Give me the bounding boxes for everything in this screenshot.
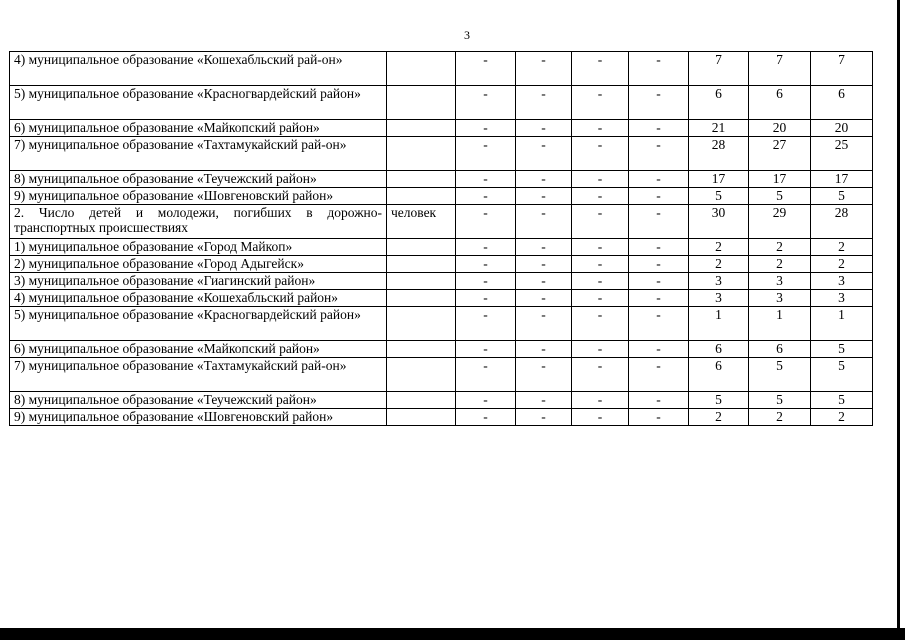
table-row [10,341,873,358]
value-cell: 21 [689,120,749,137]
unit-cell [387,307,456,341]
indicator-name-cell: 2. Число детей и молодежи, погибших в дорожно-транспортных происшествиях [10,205,387,239]
value-cell: - [456,137,516,171]
value-cell: 20 [811,120,873,137]
table-row [10,307,873,341]
value-cell: - [516,307,572,341]
value-cell: - [516,239,572,256]
value-cell: - [516,137,572,171]
table-row [10,358,873,392]
indicators-table [9,51,873,426]
value-cell: 3 [689,273,749,290]
table-row [10,273,873,290]
value-cell: 5 [689,392,749,409]
value-cell: - [572,205,629,239]
value-cell: - [456,392,516,409]
value-cell: - [629,205,689,239]
value-cell: - [456,205,516,239]
value-cell: 2 [689,256,749,273]
value-cell: - [572,171,629,188]
table-row [10,86,873,120]
value-cell: 6 [689,341,749,358]
value-cell: - [572,256,629,273]
value-cell: 2 [811,239,873,256]
value-cell: - [572,307,629,341]
value-cell: 5 [689,188,749,205]
value-cell: 30 [689,205,749,239]
unit-cell: человек [387,205,456,239]
value-cell: - [516,358,572,392]
value-cell: 3 [811,273,873,290]
table-row [10,205,873,239]
table-row [10,392,873,409]
indicator-name-cell: 6) муниципальное образование «Майкопский район» [10,120,387,137]
value-cell: - [456,409,516,426]
indicator-name-cell: 7) муниципальное образование «Тахтамукайский рай-он» [10,358,387,392]
value-cell: - [629,358,689,392]
value-cell: 17 [749,171,811,188]
value-cell: - [572,341,629,358]
indicator-name-cell: 6) муниципальное образование «Майкопский район» [10,341,387,358]
value-cell: - [629,341,689,358]
value-cell: 1 [749,307,811,341]
value-cell: - [456,120,516,137]
value-cell: 2 [749,409,811,426]
unit-cell [387,273,456,290]
value-cell: - [456,341,516,358]
value-cell: - [456,188,516,205]
value-cell: 5 [749,392,811,409]
value-cell: 29 [749,205,811,239]
unit-cell [387,290,456,307]
value-cell: 17 [811,171,873,188]
value-cell: - [456,358,516,392]
value-cell: 17 [689,171,749,188]
value-cell: 25 [811,137,873,171]
indicator-name-cell: 9) муниципальное образование «Шовгеновский район» [10,188,387,205]
value-cell: - [516,409,572,426]
unit-cell [387,86,456,120]
value-cell: 7 [689,52,749,86]
value-cell: 5 [811,392,873,409]
value-cell: 5 [811,358,873,392]
value-cell: 28 [689,137,749,171]
value-cell: - [456,307,516,341]
value-cell: - [516,341,572,358]
unit-cell [387,120,456,137]
value-cell: - [629,392,689,409]
value-cell: - [516,120,572,137]
value-cell: - [456,52,516,86]
value-cell: 3 [811,290,873,307]
indicator-name-cell: 9) муниципальное образование «Шовгеновский район» [10,409,387,426]
value-cell: 28 [811,205,873,239]
page-number: 3 [464,28,470,42]
value-cell: - [516,188,572,205]
unit-cell [387,171,456,188]
value-cell: 3 [749,290,811,307]
value-cell: 3 [749,273,811,290]
value-cell: - [456,256,516,273]
indicator-name-cell: 8) муниципальное образование «Теучежский район» [10,171,387,188]
value-cell: - [572,86,629,120]
table-row [10,256,873,273]
unit-cell [387,392,456,409]
indicator-name-cell: 3) муниципальное образование «Гиагинский район» [10,273,387,290]
value-cell: 20 [749,120,811,137]
unit-cell [387,239,456,256]
value-cell: 27 [749,137,811,171]
value-cell: - [456,290,516,307]
unit-cell [387,341,456,358]
value-cell: 6 [811,86,873,120]
value-cell: 5 [811,341,873,358]
table-body [10,52,873,426]
unit-cell [387,137,456,171]
table-row [10,290,873,307]
value-cell: - [629,409,689,426]
value-cell: - [516,205,572,239]
value-cell: - [572,120,629,137]
indicator-name-cell: 7) муниципальное образование «Тахтамукайский рай-он» [10,137,387,171]
value-cell: - [516,52,572,86]
value-cell: 6 [689,86,749,120]
value-cell: - [572,52,629,86]
value-cell: 2 [689,409,749,426]
unit-cell [387,52,456,86]
table-row [10,188,873,205]
value-cell: - [629,239,689,256]
table-row [10,239,873,256]
value-cell: - [572,137,629,171]
value-cell: - [572,409,629,426]
value-cell: 1 [811,307,873,341]
unit-cell [387,358,456,392]
value-cell: 5 [811,188,873,205]
value-cell: - [516,256,572,273]
value-cell: 2 [811,256,873,273]
unit-cell [387,188,456,205]
value-cell: 7 [811,52,873,86]
indicator-name-cell: 5) муниципальное образование «Красногвардейский район» [10,307,387,341]
value-cell: 1 [689,307,749,341]
value-cell: 6 [749,341,811,358]
value-cell: - [629,137,689,171]
indicator-name-cell: 4) муниципальное образование «Кошехабльский рай-он» [10,52,387,86]
value-cell: - [629,290,689,307]
value-cell: - [516,171,572,188]
value-cell: - [629,188,689,205]
table-row [10,171,873,188]
value-cell: - [516,290,572,307]
value-cell: 2 [689,239,749,256]
value-cell: 5 [749,358,811,392]
value-cell: 7 [749,52,811,86]
indicator-name-cell: 2) муниципальное образование «Город Адыгейск» [10,256,387,273]
value-cell: 6 [689,358,749,392]
value-cell: - [629,120,689,137]
unit-cell [387,409,456,426]
indicator-name-cell: 4) муниципальное образование «Кошехабльский район» [10,290,387,307]
value-cell: - [629,307,689,341]
value-cell: 6 [749,86,811,120]
table-row [10,137,873,171]
value-cell: - [572,273,629,290]
value-cell: - [629,273,689,290]
indicator-name-cell: 8) муниципальное образование «Теучежский район» [10,392,387,409]
value-cell: - [572,392,629,409]
value-cell: 5 [749,188,811,205]
value-cell: - [516,392,572,409]
value-cell: - [516,86,572,120]
value-cell: - [629,52,689,86]
value-cell: 2 [749,239,811,256]
value-cell: - [629,171,689,188]
value-cell: 3 [689,290,749,307]
table-row [10,120,873,137]
value-cell: - [572,239,629,256]
value-cell: - [629,86,689,120]
indicator-name-cell: 5) муниципальное образование «Красногвардейский район» [10,86,387,120]
value-cell: - [456,273,516,290]
table-row [10,52,873,86]
value-cell: - [572,188,629,205]
value-cell: - [516,273,572,290]
indicator-name-cell: 1) муниципальное образование «Город Майкоп» [10,239,387,256]
value-cell: - [456,171,516,188]
unit-cell [387,256,456,273]
value-cell: - [456,239,516,256]
value-cell: - [456,86,516,120]
value-cell: 2 [811,409,873,426]
value-cell: - [629,256,689,273]
value-cell: - [572,358,629,392]
value-cell: - [572,290,629,307]
scan-edge-right [897,0,900,632]
table-row [10,409,873,426]
value-cell: 2 [749,256,811,273]
scan-edge-bottom [0,628,905,640]
